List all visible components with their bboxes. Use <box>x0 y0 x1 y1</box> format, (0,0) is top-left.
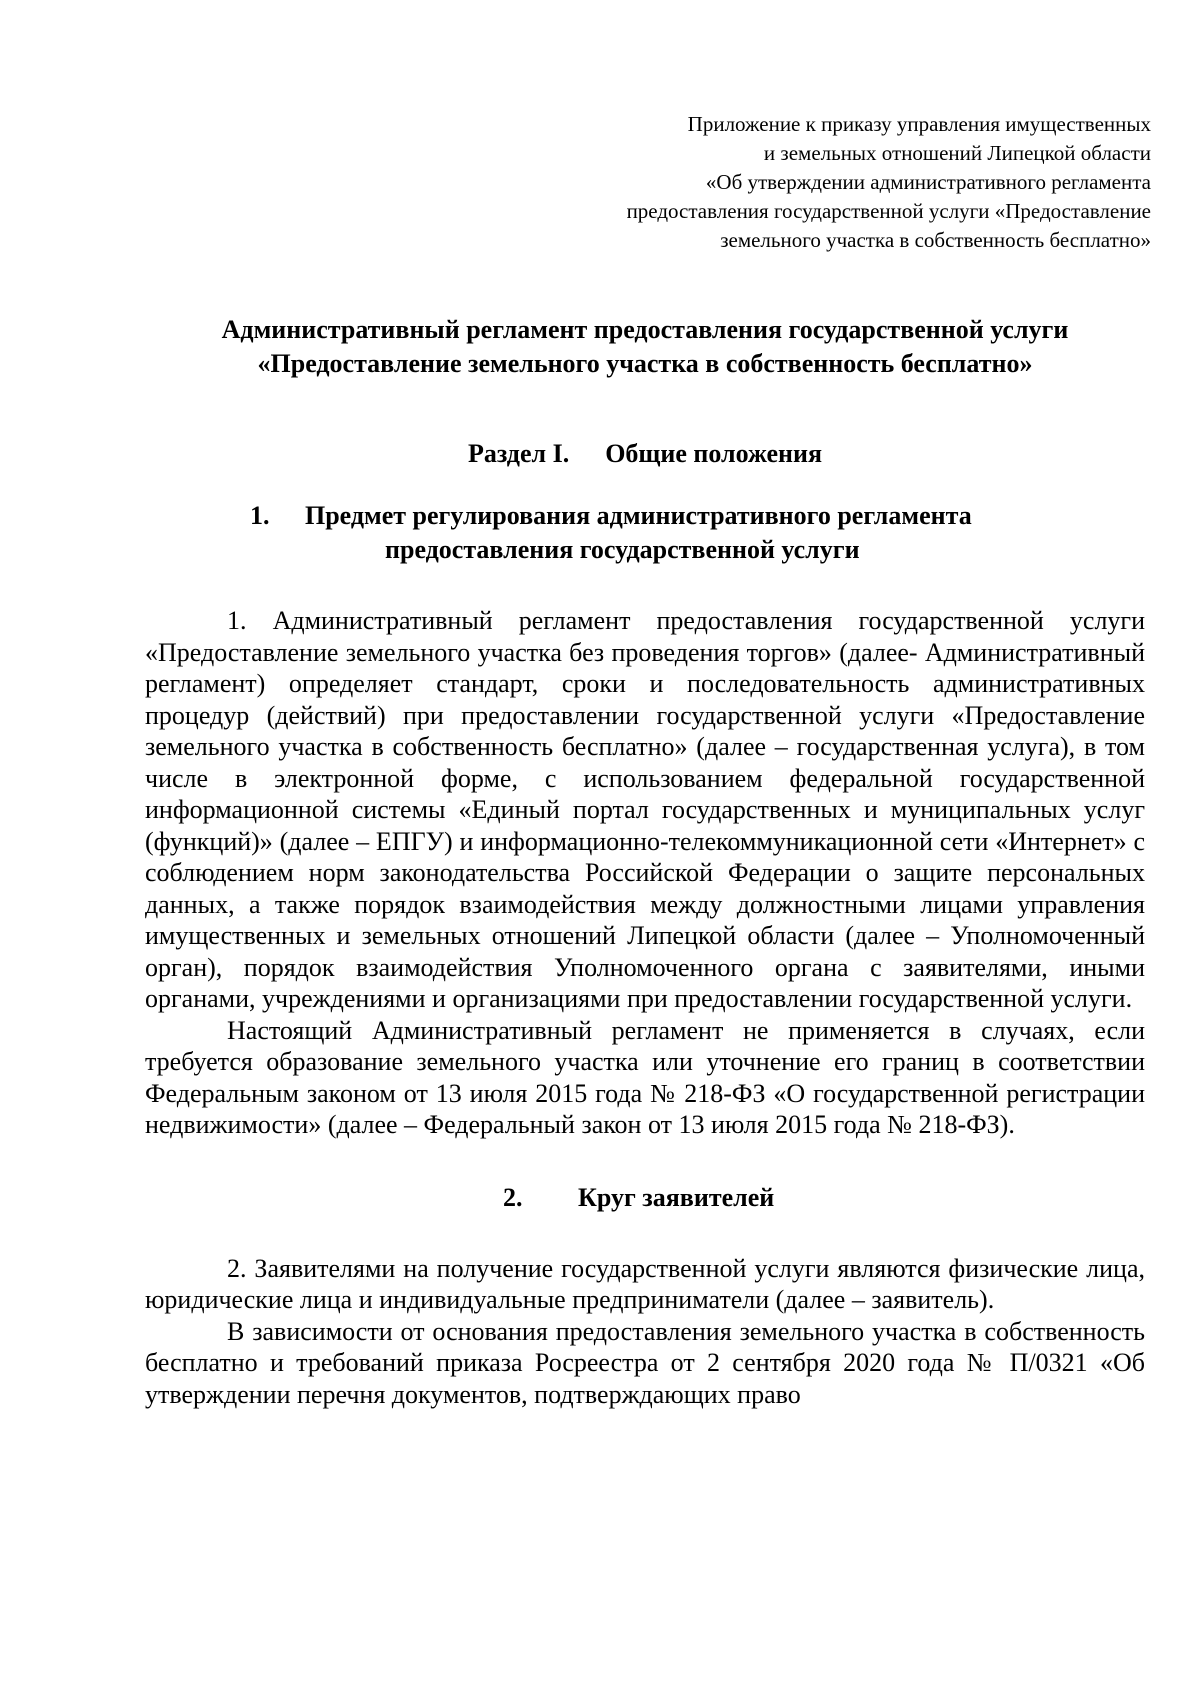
paragraph: Настоящий Административный регламент не применяется в случаях, если требуется образование земельного участка или уточнение его границ в соответствии Федеральным законом от 13 июля 2015 года № 218-ФЗ «О государственной регистрации недвижимости» (далее – Федеральный закон от 13 июля 2015 года № 218-ФЗ). <box>145 1015 1145 1139</box>
section-number: Раздел I. <box>467 439 570 468</box>
appendix-header <box>145 110 1151 255</box>
appendix-header-line: предоставления государственной услуги «Предоставление <box>626 199 1151 223</box>
subsection-title: Круг заявителей <box>578 1182 775 1212</box>
subsection-title-line: Предмет регулирования административного регламента <box>305 501 972 530</box>
appendix-header-line: Приложение к приказу управления имущественных <box>687 112 1151 136</box>
subsection-title-line: предоставления государственной услуги <box>385 535 860 564</box>
document-page <box>145 110 1151 1410</box>
document-title-line: Административный регламент предоставления государственной услуги <box>221 315 1069 344</box>
paragraph: 2. Заявителями на получение государственной услуги являются физические лица, юридические лица и индивидуальные предприниматели (далее – заявитель). <box>145 1253 1145 1314</box>
section-name: Общие положения <box>605 439 823 468</box>
subsection-number: 2. <box>503 1182 523 1212</box>
paragraph: В зависимости от основания предоставления земельного участка в собственность бесплатно и требований приказа Росреестра от 2 сентября 2020 года № П/0321 «Об утверждении перечня документов, подтверждающих право <box>145 1316 1145 1409</box>
subsection-number: 1. <box>250 501 270 530</box>
subsection-heading <box>145 1181 1145 1215</box>
appendix-header-line: и земельных отношений Липецкой области <box>763 141 1151 165</box>
appendix-header-line: «Об утверждении административного регламента <box>705 170 1151 194</box>
document-title <box>145 313 1145 381</box>
subsection-heading <box>145 499 1145 567</box>
paragraph: 1. Административный регламент предоставления государственной услуги «Предоставление земельного участка без проведения торгов» (далее- Административный регламент) определяет стандарт, сроки и последовательность административных процедур (действий) при предоставлении государственной услуги «Предоставление земельного участка в собственность бесплатно» (далее – государственная услуга), в том числе в электронной форме, с использованием федеральной государственной информационной системы «Единый портал государственных и муниципальных услуг (функций)» (далее – ЕПГУ) и информационно-телекоммуникационной сети «Интернет» с соблюдением норм законодательства Российской Федерации о защите персональных данных, а также порядок взаимодействия между должностными лицами управления имущественных и земельных отношений Липецкой области (далее – Уполномоченный орган), порядок взаимодействия Уполномоченного органа с заявителями, иными органами, учреждениями и организациями при предоставлении государственной услуги. <box>145 606 1145 1013</box>
document-title-line: «Предоставление земельного участка в собственность бесплатно» <box>257 349 1033 378</box>
section-heading <box>145 437 1145 471</box>
appendix-header-line: земельного участка в собственность бесплатно» <box>720 228 1151 252</box>
